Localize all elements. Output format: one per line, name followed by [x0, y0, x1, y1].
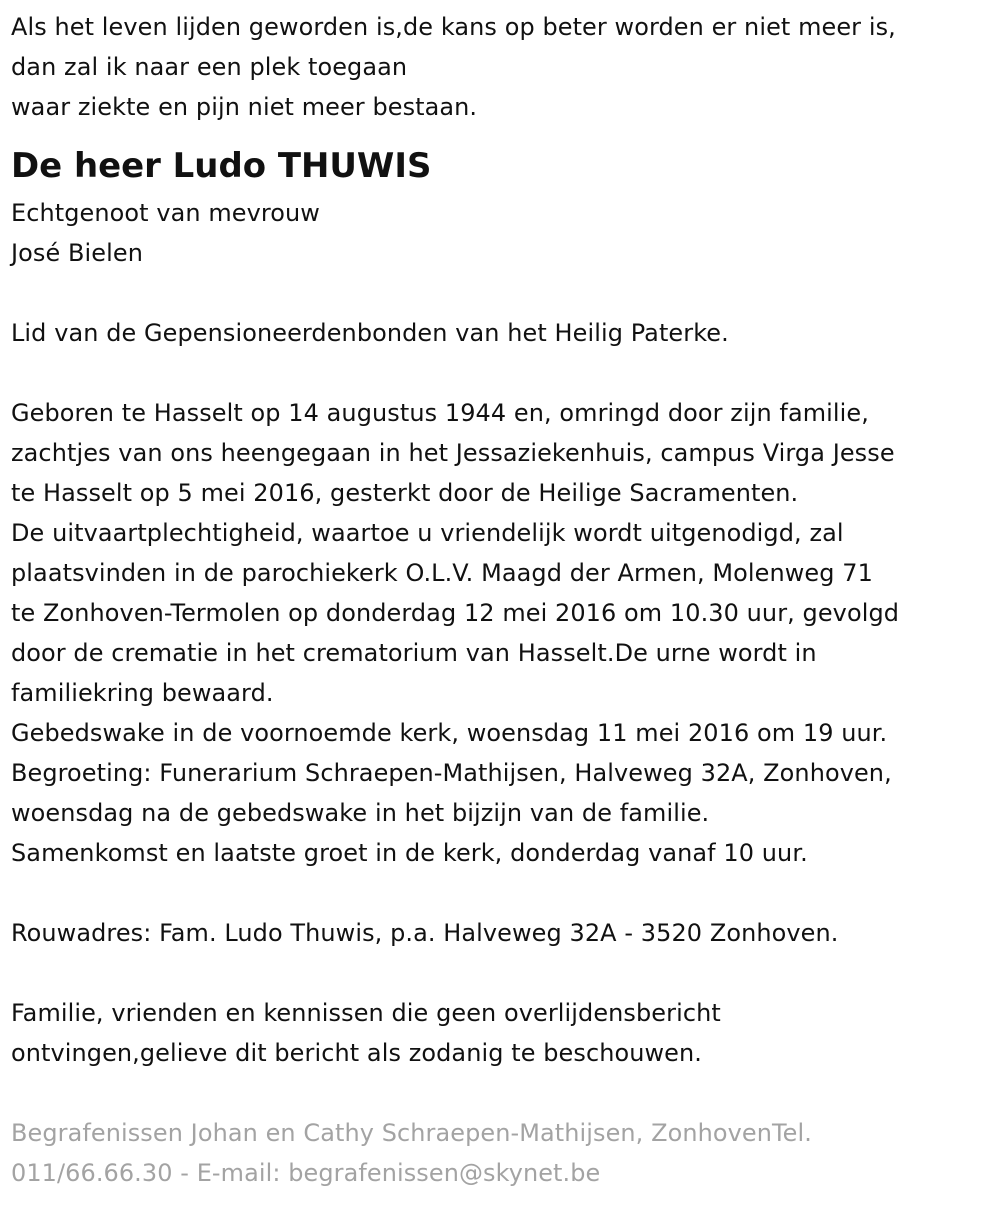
details-line: door de crematie in het crematorium van Hasselt.De urne wordt in [11, 639, 817, 667]
notice-line: ontvingen,gelieve dit bericht als zodanig te beschouwen. [11, 1039, 702, 1067]
spouse-info [11, 193, 991, 273]
details-line: Samenkomst en laatste groet in de kerk, donderdag vanaf 10 uur. [11, 839, 808, 867]
poem [11, 7, 991, 127]
deceased-name: De heer Ludo THUWIS [11, 147, 432, 186]
details-line: te Hasselt op 5 mei 2016, gesterkt door de Heilige Sacramenten. [11, 479, 799, 507]
details-line: te Zonhoven-Termolen op donderdag 12 mei 2016 om 10.30 uur, gevolgd [11, 599, 900, 627]
details-line: woensdag na de gebedswake in het bijzijn van de familie. [11, 799, 710, 827]
details-line: Begroeting: Funerarium Schraepen-Mathijsen, Halveweg 32A, Zonhoven, [11, 759, 892, 787]
notice-line: Familie, vrienden en kennissen die geen overlijdensbericht [11, 999, 721, 1027]
spouse-line: Echtgenoot van mevrouw [11, 199, 320, 227]
poem-line: waar ziekte en pijn niet meer bestaan. [11, 93, 478, 121]
footer-line: Begrafenissen Johan en Cathy Schraepen-Mathijsen, ZonhovenTel. [11, 1119, 812, 1147]
obituary-document [11, 7, 991, 1193]
membership: Lid van de Gepensioneerdenbonden van het Heilig Paterke. [11, 319, 729, 347]
funeral-home-footer [11, 1113, 991, 1193]
notice [11, 993, 991, 1073]
funeral-details [11, 393, 991, 873]
spouse-name: José Bielen [11, 239, 143, 267]
poem-line: Als het leven lijden geworden is,de kans op beter worden er niet meer is, [11, 13, 896, 41]
details-line: De uitvaartplechtigheid, waartoe u vriendelijk wordt uitgenodigd, zal [11, 519, 844, 547]
details-line: Gebedswake in de voornoemde kerk, woensdag 11 mei 2016 om 19 uur. [11, 719, 888, 747]
details-line: zachtjes van ons heengegaan in het Jessaziekenhuis, campus Virga Jesse [11, 439, 895, 467]
details-line: plaatsvinden in de parochiekerk O.L.V. Maagd der Armen, Molenweg 71 [11, 559, 873, 587]
details-line: Geboren te Hasselt op 14 augustus 1944 en, omringd door zijn familie, [11, 399, 869, 427]
footer-contact: 011/66.66.30 - E-mail: begrafenissen@skynet.be [11, 1159, 601, 1187]
mourning-address: Rouwadres: Fam. Ludo Thuwis, p.a. Halveweg 32A - 3520 Zonhoven. [11, 919, 839, 947]
poem-line: dan zal ik naar een plek toegaan [11, 53, 408, 81]
details-line: familiekring bewaard. [11, 679, 274, 707]
